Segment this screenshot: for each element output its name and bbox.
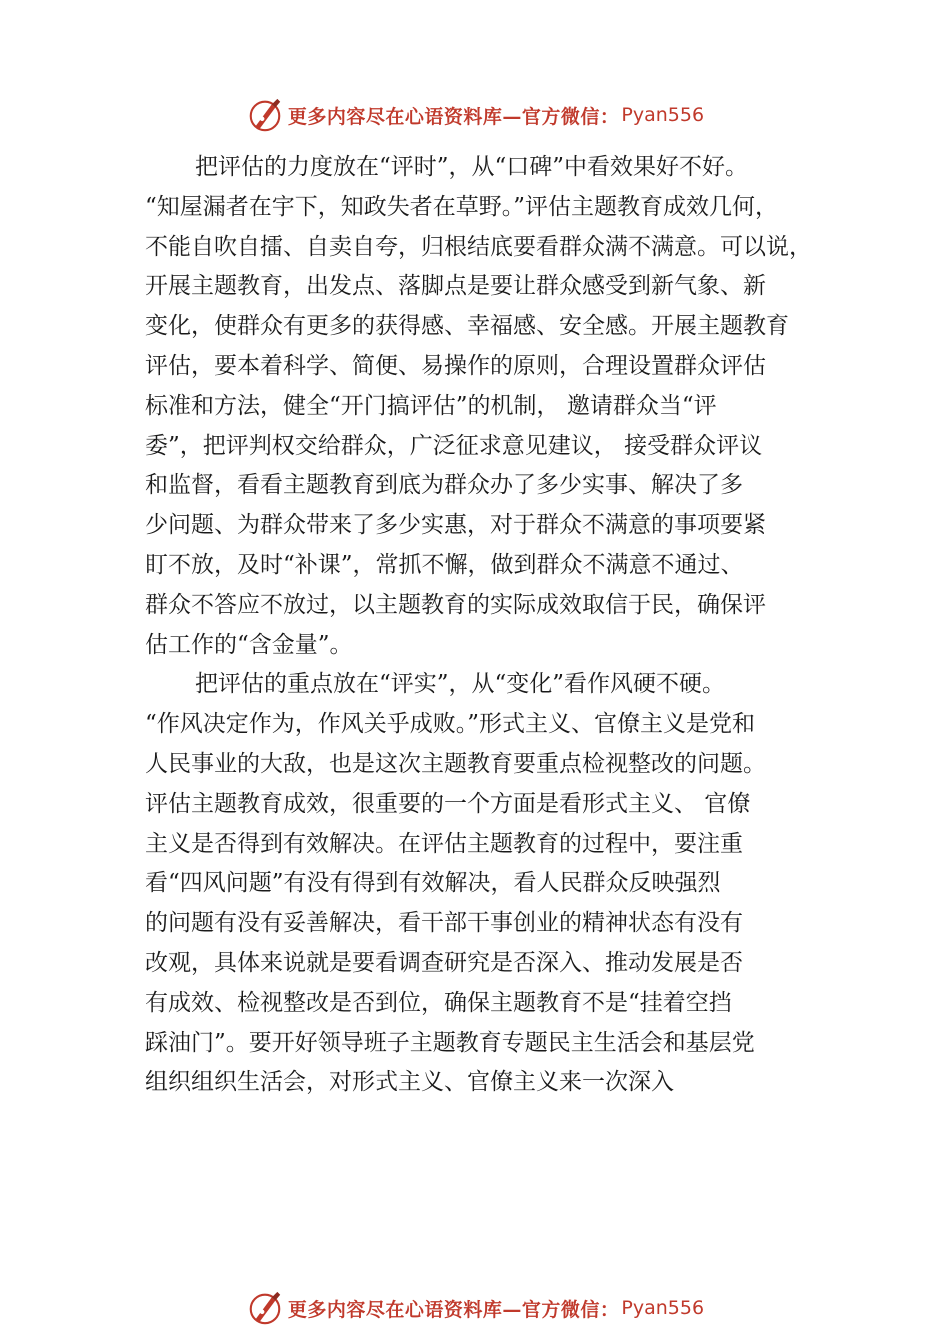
footer-banner <box>0 1288 950 1328</box>
wechat-handle: Pyan556 <box>621 104 705 126</box>
wechat-handle: Pyan556 <box>621 1297 705 1319</box>
paragraph-2-line-1: 把评估的重点放在“评实”，从“变化”看作风硬不硬。 <box>195 671 726 698</box>
paragraph-1-line-1: 把评估的力度放在“评时”，从“口碑”中看效果好不好。 <box>195 154 749 180</box>
paragraph-1-line-5: 变化，使群众有更多的获得感、幸福感、安全感。开展主题教育 <box>145 313 789 340</box>
banner-text: 更多内容尽在心语资料库—官方微信： <box>287 105 620 128</box>
paragraph-1-line-8: 委”，把评判权交给群众，广泛征求意见建议， 接受群众评议 <box>145 432 763 459</box>
document-body <box>145 148 835 1103</box>
paragraph-2-line-3: 人民事业的大敌，也是这次主题教育要重点检视整改的问题。 <box>145 750 766 777</box>
paragraph-2-line-2: “作风决定作为，作风关乎成败。”形式主义、官僚主义是党和 <box>145 711 756 738</box>
paragraph-1-line-13: 估工作的“含金量”。 <box>145 631 353 658</box>
pen-logo-icon <box>246 96 284 134</box>
paragraph-1-line-2: “知屋漏者在宇下，知政失者在草野。”评估主题教育成效几何， <box>145 193 779 220</box>
header-banner <box>0 95 950 135</box>
paragraph-2-line-10: 踩油门”。要开好领导班子主题教育专题民主生活会和基层党 <box>145 1029 755 1056</box>
paragraph-1-line-6: 评估，要本着科学、简便、易操作的原则，合理设置群众评估 <box>145 352 766 379</box>
paragraph-1-line-10: 少问题、为群众带来了多少实惠，对于群众不满意的事项要紧 <box>145 512 766 539</box>
paragraph-2-line-6: 看“四风问题”有没有得到有效解决，看人民群众反映强烈 <box>145 870 721 897</box>
paragraph-1-line-9: 和监督，看看主题教育到底为群众办了多少实事、解决了多 <box>145 472 743 499</box>
pen-logo-icon <box>246 1289 284 1327</box>
paragraph-1-line-3: 不能自吹自擂、自卖自夸，归根结底要看群众满不满意。可以说， <box>145 233 812 260</box>
paragraph-2-line-8: 改观，具体来说就是要看调查研究是否深入、推动发展是否 <box>145 949 743 976</box>
paragraph-2-line-5: 主义是否得到有效解决。在评估主题教育的过程中，要注重 <box>145 830 743 857</box>
paragraph-1-line-7: 标准和方法，健全“开门搞评估”的机制， 邀请群众当“评 <box>145 392 717 419</box>
banner-text: 更多内容尽在心语资料库—官方微信： <box>287 1298 620 1321</box>
paragraph-2-line-4: 评估主题教育成效，很重要的一个方面是看形式主义、 官僚 <box>145 790 751 817</box>
paragraph-2-line-11: 组织组织生活会，对形式主义、官僚主义来一次深入 <box>145 1069 674 1096</box>
paragraph-2-line-7: 的问题有没有妥善解决，看干部干事创业的精神状态有没有 <box>145 910 743 937</box>
paragraph-1-line-4: 开展主题教育，出发点、落脚点是要让群众感受到新气象、新 <box>145 273 766 300</box>
paragraph-2-line-9: 有成效、检视整改是否到位，确保主题教育不是“挂着空挡 <box>145 989 732 1016</box>
paragraph-1-line-12: 群众不答应不放过，以主题教育的实际成效取信于民，确保评 <box>145 591 766 618</box>
paragraph-1-line-11: 盯不放，及时“补课”，常抓不懈，做到群众不满意不通过、 <box>145 551 744 578</box>
